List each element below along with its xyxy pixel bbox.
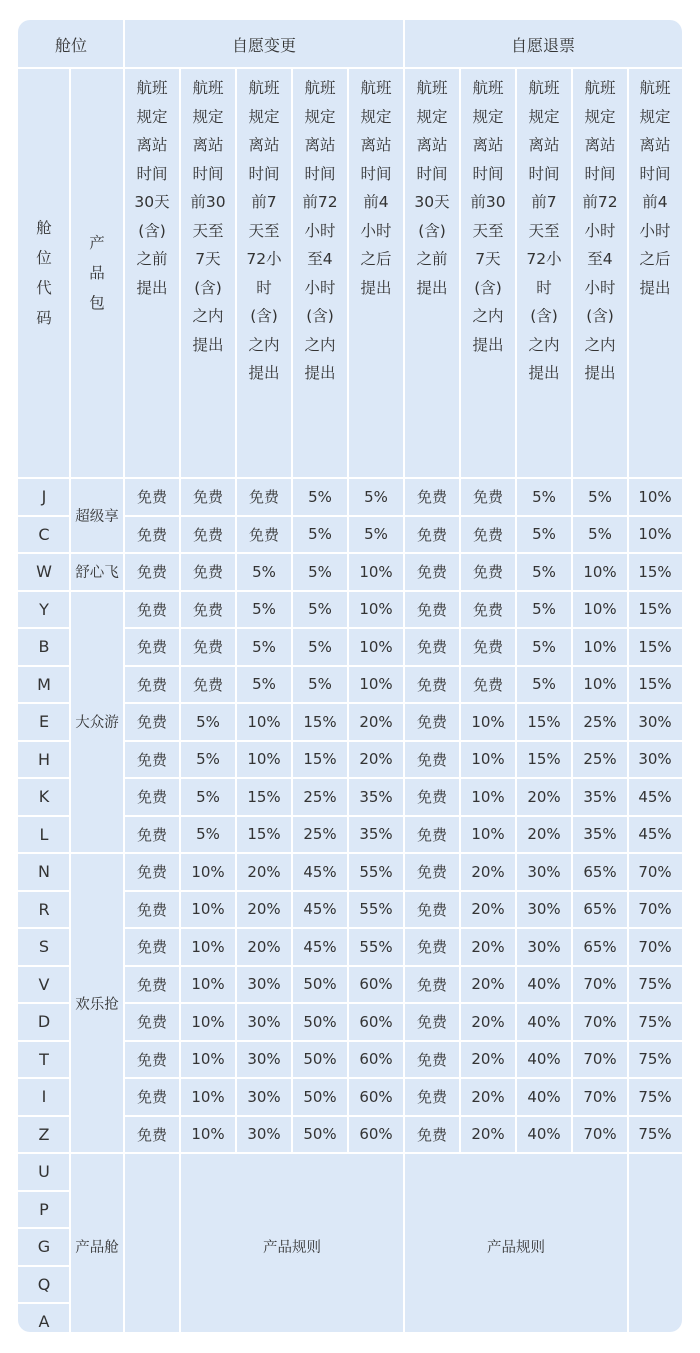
change-fee: 20% [359,750,393,769]
header-period: 航班 规定 离站 时间 前7 天至 72小 时 (含) 之内 提出 [526,79,562,382]
change-fee: 10% [247,712,281,731]
refund-fee: 10% [583,637,617,656]
change-fee: 45% [303,862,337,881]
change-fee: 30% [247,1012,281,1031]
grid-line [179,478,181,1153]
refund-fee: 免费 [416,863,447,882]
change-fee: 35% [359,787,393,806]
refund-fee: 免费 [416,825,447,844]
header-period: 航班 规定 离站 时间 前7 天至 72小 时 (含) 之内 提出 [246,79,282,382]
grid-line [18,1152,70,1154]
product-package: 舒心飞 [75,565,119,582]
refund-fee: 30% [638,712,672,731]
change-fee: 10% [191,937,225,956]
change-fee: 30% [247,1125,281,1144]
refund-fee: 免费 [416,938,447,957]
change-fee: 45% [303,937,337,956]
refund-fee: 65% [583,862,617,881]
refund-fee: 30% [638,750,672,769]
grid-line [18,777,70,779]
refund-fee: 10% [638,487,672,506]
grid-line [18,815,70,817]
refund-fee: 10% [471,712,505,731]
grid-line [347,478,349,1153]
refund-fee: 65% [583,937,617,956]
refund-fee: 25% [583,750,617,769]
fee-table [18,20,682,1332]
grid-line [627,68,629,478]
grid-line [18,965,70,967]
refund-fee: 35% [583,787,617,806]
grid-line [18,1302,70,1304]
refund-fee: 40% [527,1012,561,1031]
change-fee: 免费 [192,600,223,619]
refund-fee: 20% [471,975,505,994]
refund-fee: 30% [527,862,561,881]
change-fee: 10% [191,900,225,919]
change-fee: 55% [359,862,393,881]
cabin-code: V [38,974,50,994]
change-fee: 45% [303,900,337,919]
change-fee: 免费 [136,600,167,619]
refund-fee: 5% [532,675,556,694]
cabin-code: P [39,1199,49,1219]
change-fee: 25% [303,787,337,806]
change-fee: 5% [196,787,220,806]
grid-line [18,927,70,929]
change-fee: 10% [191,862,225,881]
grid-line [18,852,70,854]
grid-line [123,478,125,1332]
cabin-code: Y [39,599,49,619]
refund-fee: 15% [638,675,672,694]
refund-fee: 20% [471,1050,505,1069]
change-fee: 免费 [136,525,167,544]
grid-line [69,68,71,1332]
cabin-code: M [37,674,51,694]
change-fee: 60% [359,1050,393,1069]
refund-fee: 70% [583,975,617,994]
grid-line [571,478,573,1153]
refund-fee: 免费 [472,600,503,619]
refund-fee: 10% [583,600,617,619]
change-fee: 20% [247,937,281,956]
change-fee: 5% [308,675,332,694]
refund-fee: 20% [471,862,505,881]
change-fee: 免费 [136,900,167,919]
change-fee: 30% [247,1087,281,1106]
grid-line [18,67,682,69]
change-fee: 免费 [248,488,279,507]
refund-fee: 15% [527,750,561,769]
refund-fee: 30% [527,900,561,919]
product-package: 欢乐抢 [75,996,119,1013]
refund-fee: 10% [583,675,617,694]
change-fee: 5% [252,675,276,694]
refund-fee: 40% [527,1125,561,1144]
cabin-code: J [41,487,47,507]
refund-fee: 20% [471,1125,505,1144]
refund-fee: 免费 [416,1125,447,1144]
grid-line [18,702,70,704]
grid-line [515,68,517,478]
change-fee: 免费 [136,675,167,694]
grid-line [18,1265,70,1267]
change-fee: 35% [359,825,393,844]
refund-fee: 5% [588,525,612,544]
grid-line [235,68,237,478]
grid-line [403,478,405,1153]
cabin-code: D [37,1012,51,1032]
refund-fee: 45% [638,787,672,806]
refund-fee: 免费 [416,675,447,694]
refund-fee: 20% [471,937,505,956]
grid-line [627,478,629,1153]
refund-fee: 75% [638,1125,672,1144]
refund-fee: 35% [583,825,617,844]
change-fee: 5% [196,750,220,769]
change-fee: 5% [308,562,332,581]
change-fee: 5% [308,600,332,619]
refund-fee: 20% [471,900,505,919]
cabin-code: Z [38,1124,50,1144]
refund-fee: 免费 [416,1088,447,1107]
grid-line [627,1153,629,1332]
change-fee: 免费 [192,563,223,582]
header-period: 航班 规定 离站 时间 30天 (含) 之前 提出 [134,79,170,297]
cabin-code: I [41,1087,47,1107]
refund-fee: 40% [527,975,561,994]
change-fee: 5% [252,562,276,581]
change-fee: 25% [303,825,337,844]
change-fee: 10% [191,1125,225,1144]
cabin-code: B [38,637,50,657]
change-fee: 免费 [192,638,223,657]
header-product-package: 产 品 包 [89,234,105,312]
refund-fee: 免费 [416,1050,447,1069]
change-fee: 10% [359,675,393,694]
change-fee: 免费 [136,750,167,769]
refund-fee: 20% [527,787,561,806]
change-fee: 免费 [136,1013,167,1032]
refund-fee: 10% [471,825,505,844]
refund-fee: 10% [471,787,505,806]
change-fee: 50% [303,1125,337,1144]
change-fee: 15% [247,825,281,844]
grid-line [18,590,70,592]
refund-fee: 20% [471,1087,505,1106]
header-period: 航班 规定 离站 时间 前72 小时 至4 小时 (含) 之内 提出 [302,79,338,382]
refund-fee: 75% [638,975,672,994]
grid-line [235,478,237,1153]
cabin-code: L [39,824,49,844]
refund-fee: 免费 [416,563,447,582]
change-fee: 55% [359,900,393,919]
grid-line [18,665,70,667]
refund-fee: 免费 [472,638,503,657]
change-fee: 10% [359,600,393,619]
change-fee: 10% [191,975,225,994]
change-fee: 免费 [136,1050,167,1069]
product-rule-refund: 产品规则 [487,1240,545,1257]
grid-line [18,1002,70,1004]
refund-fee: 30% [527,937,561,956]
refund-fee: 70% [638,862,672,881]
refund-fee: 免费 [472,525,503,544]
change-fee: 免费 [136,1125,167,1144]
change-fee: 30% [247,975,281,994]
cabin-code: N [38,862,50,882]
change-fee: 10% [359,637,393,656]
change-fee: 10% [191,1050,225,1069]
grid-line [459,478,461,1153]
refund-fee: 15% [638,637,672,656]
refund-fee: 70% [638,900,672,919]
grid-line [70,1152,124,1154]
refund-fee: 15% [638,562,672,581]
cabin-code: A [38,1312,50,1332]
refund-fee: 免费 [416,788,447,807]
cabin-code: H [37,749,51,769]
refund-fee: 70% [583,1125,617,1144]
change-fee: 5% [196,712,220,731]
refund-fee: 免费 [416,600,447,619]
refund-fee: 免费 [472,488,503,507]
header-period: 航班 规定 离站 时间 前4 小时 之后 提出 [360,79,392,297]
refund-fee: 5% [588,487,612,506]
header-cabin: 舱位 [54,35,87,55]
change-fee: 15% [303,712,337,731]
cabin-code: U [38,1162,50,1182]
change-fee: 60% [359,1087,393,1106]
change-fee: 50% [303,1012,337,1031]
header-cabin-code: 舱 位 代 码 [36,219,52,327]
grid-line [179,68,181,478]
grid-line [347,68,349,478]
refund-fee: 75% [638,1012,672,1031]
change-fee: 15% [303,750,337,769]
change-fee: 免费 [136,488,167,507]
change-fee: 30% [247,1050,281,1069]
change-fee: 50% [303,1050,337,1069]
change-fee: 5% [196,825,220,844]
grid-line [18,890,70,892]
change-fee: 免费 [136,863,167,882]
change-fee: 10% [191,1087,225,1106]
grid-line [18,1190,70,1192]
refund-fee: 20% [471,1012,505,1031]
change-fee: 20% [247,900,281,919]
refund-fee: 免费 [472,675,503,694]
change-fee: 5% [308,637,332,656]
cabin-code: T [39,1049,49,1069]
refund-fee: 10% [583,562,617,581]
grid-line [18,740,70,742]
table-grid [18,20,682,1332]
grid-line [179,1153,181,1332]
refund-fee: 免费 [416,638,447,657]
refund-fee: 15% [638,600,672,619]
change-fee: 免费 [136,638,167,657]
change-fee: 10% [191,1012,225,1031]
change-fee: 10% [359,562,393,581]
grid-line [70,590,124,592]
grid-line [403,1153,405,1332]
change-fee: 免费 [192,675,223,694]
change-fee: 5% [252,637,276,656]
change-fee: 免费 [248,525,279,544]
grid-line [18,1040,70,1042]
header-period: 航班 规定 离站 时间 前30 天至 7天 (含) 之内 提出 [470,79,506,354]
grid-line [403,20,405,478]
refund-fee: 70% [583,1087,617,1106]
grid-line [18,1227,70,1229]
grid-line [291,68,293,478]
refund-fee: 免费 [416,900,447,919]
refund-fee: 5% [532,562,556,581]
change-fee: 免费 [136,825,167,844]
grid-line [18,515,70,517]
change-fee: 60% [359,1012,393,1031]
refund-fee: 25% [583,712,617,731]
refund-fee: 5% [532,637,556,656]
cabin-code: K [38,787,50,807]
grid-line [70,552,124,554]
refund-fee: 20% [527,825,561,844]
change-fee: 免费 [136,1088,167,1107]
refund-fee: 15% [527,712,561,731]
header-period: 航班 规定 离站 时间 前72 小时 至4 小时 (含) 之内 提出 [582,79,618,382]
refund-fee: 70% [583,1012,617,1031]
product-package: 超级享 [75,509,119,525]
cabin-code: G [37,1237,51,1257]
product-rule-change: 产品规则 [263,1240,321,1257]
grid-line [18,1077,70,1079]
refund-fee: 10% [471,750,505,769]
refund-fee: 免费 [416,1013,447,1032]
refund-fee: 65% [583,900,617,919]
refund-fee: 45% [638,825,672,844]
grid-line [18,552,70,554]
change-fee: 免费 [136,563,167,582]
grid-line [459,68,461,478]
refund-fee: 5% [532,487,556,506]
grid-line [70,852,124,854]
cabin-code: Q [37,1274,51,1294]
refund-fee: 免费 [416,488,447,507]
change-fee: 免费 [136,713,167,732]
refund-fee: 75% [638,1050,672,1069]
change-fee: 50% [303,975,337,994]
change-fee: 20% [359,712,393,731]
cabin-code: E [38,712,50,732]
refund-fee: 10% [638,525,672,544]
change-fee: 免费 [192,525,223,544]
header-period: 航班 规定 离站 时间 前4 小时 之后 提出 [639,79,671,297]
change-fee: 5% [252,600,276,619]
refund-fee: 40% [527,1050,561,1069]
grid-line [18,627,70,629]
refund-fee: 75% [638,1087,672,1106]
cabin-code: R [38,899,50,919]
refund-fee: 70% [583,1050,617,1069]
change-fee: 60% [359,975,393,994]
change-fee: 55% [359,937,393,956]
change-fee: 免费 [136,975,167,994]
change-fee: 15% [247,787,281,806]
cabin-code: W [36,562,52,582]
change-fee: 免费 [136,938,167,957]
header-period: 航班 规定 离站 时间 30天 (含) 之前 提出 [414,79,450,297]
grid-line [123,20,125,478]
change-fee: 免费 [192,488,223,507]
refund-fee: 5% [532,600,556,619]
change-fee: 5% [308,525,332,544]
cabin-code: S [38,937,50,957]
change-fee: 20% [247,862,281,881]
header-period: 航班 规定 离站 时间 前30 天至 7天 (含) 之内 提出 [190,79,226,354]
refund-fee: 70% [638,937,672,956]
product-package: 产品舱 [75,1240,119,1257]
change-fee: 60% [359,1125,393,1144]
refund-fee: 免费 [416,975,447,994]
grid-line [291,478,293,1153]
change-fee: 5% [364,525,388,544]
grid-line [18,477,682,479]
cabin-code: C [38,524,50,544]
refund-fee: 40% [527,1087,561,1106]
refund-fee: 免费 [416,525,447,544]
refund-fee: 免费 [416,750,447,769]
refund-fee: 5% [532,525,556,544]
refund-fee: 免费 [472,563,503,582]
grid-line [571,68,573,478]
change-fee: 50% [303,1087,337,1106]
grid-line [18,1115,70,1117]
change-fee: 5% [308,487,332,506]
header-voluntary-refund: 自愿退票 [510,35,575,55]
header-voluntary-change: 自愿变更 [231,35,296,55]
change-fee: 5% [364,487,388,506]
grid-line [515,478,517,1153]
change-fee: 免费 [136,788,167,807]
refund-fee: 免费 [416,713,447,732]
product-package: 大众游 [75,715,119,732]
change-fee: 10% [247,750,281,769]
